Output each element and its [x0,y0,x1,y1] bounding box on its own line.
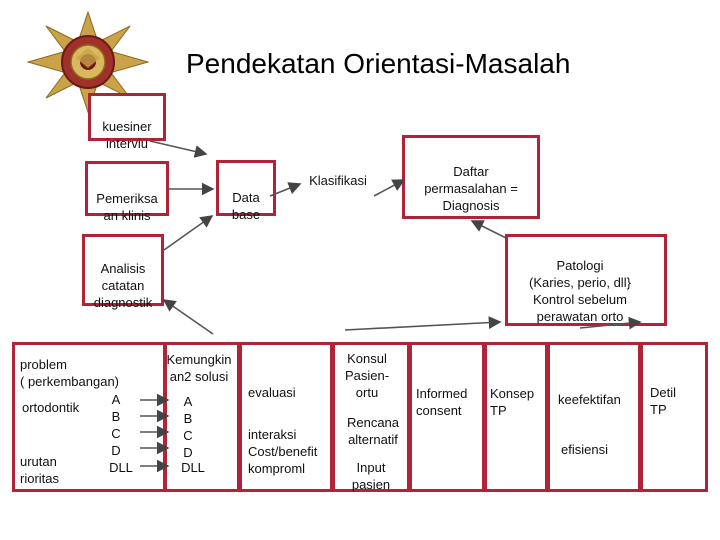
arrow-patologi-daftar [472,221,506,238]
konsul-label: Konsul Pasien- ortu [344,351,390,400]
arrow-kemungkinan-analisis [164,300,213,334]
efisiensi-label: efisiensi [561,442,608,457]
left-letter: DLL [109,460,133,475]
left-letter: D [111,443,121,458]
database-label: Data base [231,190,261,222]
problem-label: problem ( perkembangan) [20,357,119,389]
right-letter: DLL [181,460,205,475]
informed-label: Informed consent [416,386,468,418]
evaluasi-label: evaluasi [248,385,296,400]
klasifikasi-label: Klasifikasi [309,173,367,188]
kemungkinan-label: Kemungkin an2 solusi [166,352,232,384]
arrow-klasifikasi-daftar [374,180,404,196]
urutan-label: urutan rioritas [20,454,60,486]
arrow-konsul-patologi [345,322,500,330]
analisis-label: Analisis catatan diagnostik [93,261,153,310]
left-letter: B [111,409,121,424]
right-letter: A [183,394,193,409]
rencana-label: Rencana alternatif [346,415,400,447]
left-letter: A [111,392,121,407]
kuesiner-label: kuesiner interviu [102,119,152,151]
detil-label: Detil TP [650,385,677,417]
interaksi-label: interaksi Cost/benefit komproml [248,427,318,476]
konsep-label: Konsep TP [490,386,535,418]
page-title: Pendekatan Orientasi-Masalah [186,48,571,79]
ortodontik-label: ortodontik [22,400,80,415]
right-letter: C [183,428,193,443]
right-letter: D [183,445,193,460]
pemeriksaan-label: Pemeriksa an klinis [96,191,158,223]
arrow-keefektifan-patologi [580,322,640,328]
keefektifan-label: keefektifan [558,392,621,407]
arrow-database-klasifikasi [270,184,300,196]
arrow-kuesiner-database [150,141,206,154]
arrow-analisis-database [164,216,212,250]
patologi-label: Patologi (Karies, perio, dll} Kontrol sebelum perawatan orto [529,258,631,324]
right-letter: B [183,411,193,426]
left-letter: C [111,426,121,441]
daftar-label: Daftar permasalahan = Diagnosis [424,164,518,213]
input-label: Input pasien [351,460,391,492]
